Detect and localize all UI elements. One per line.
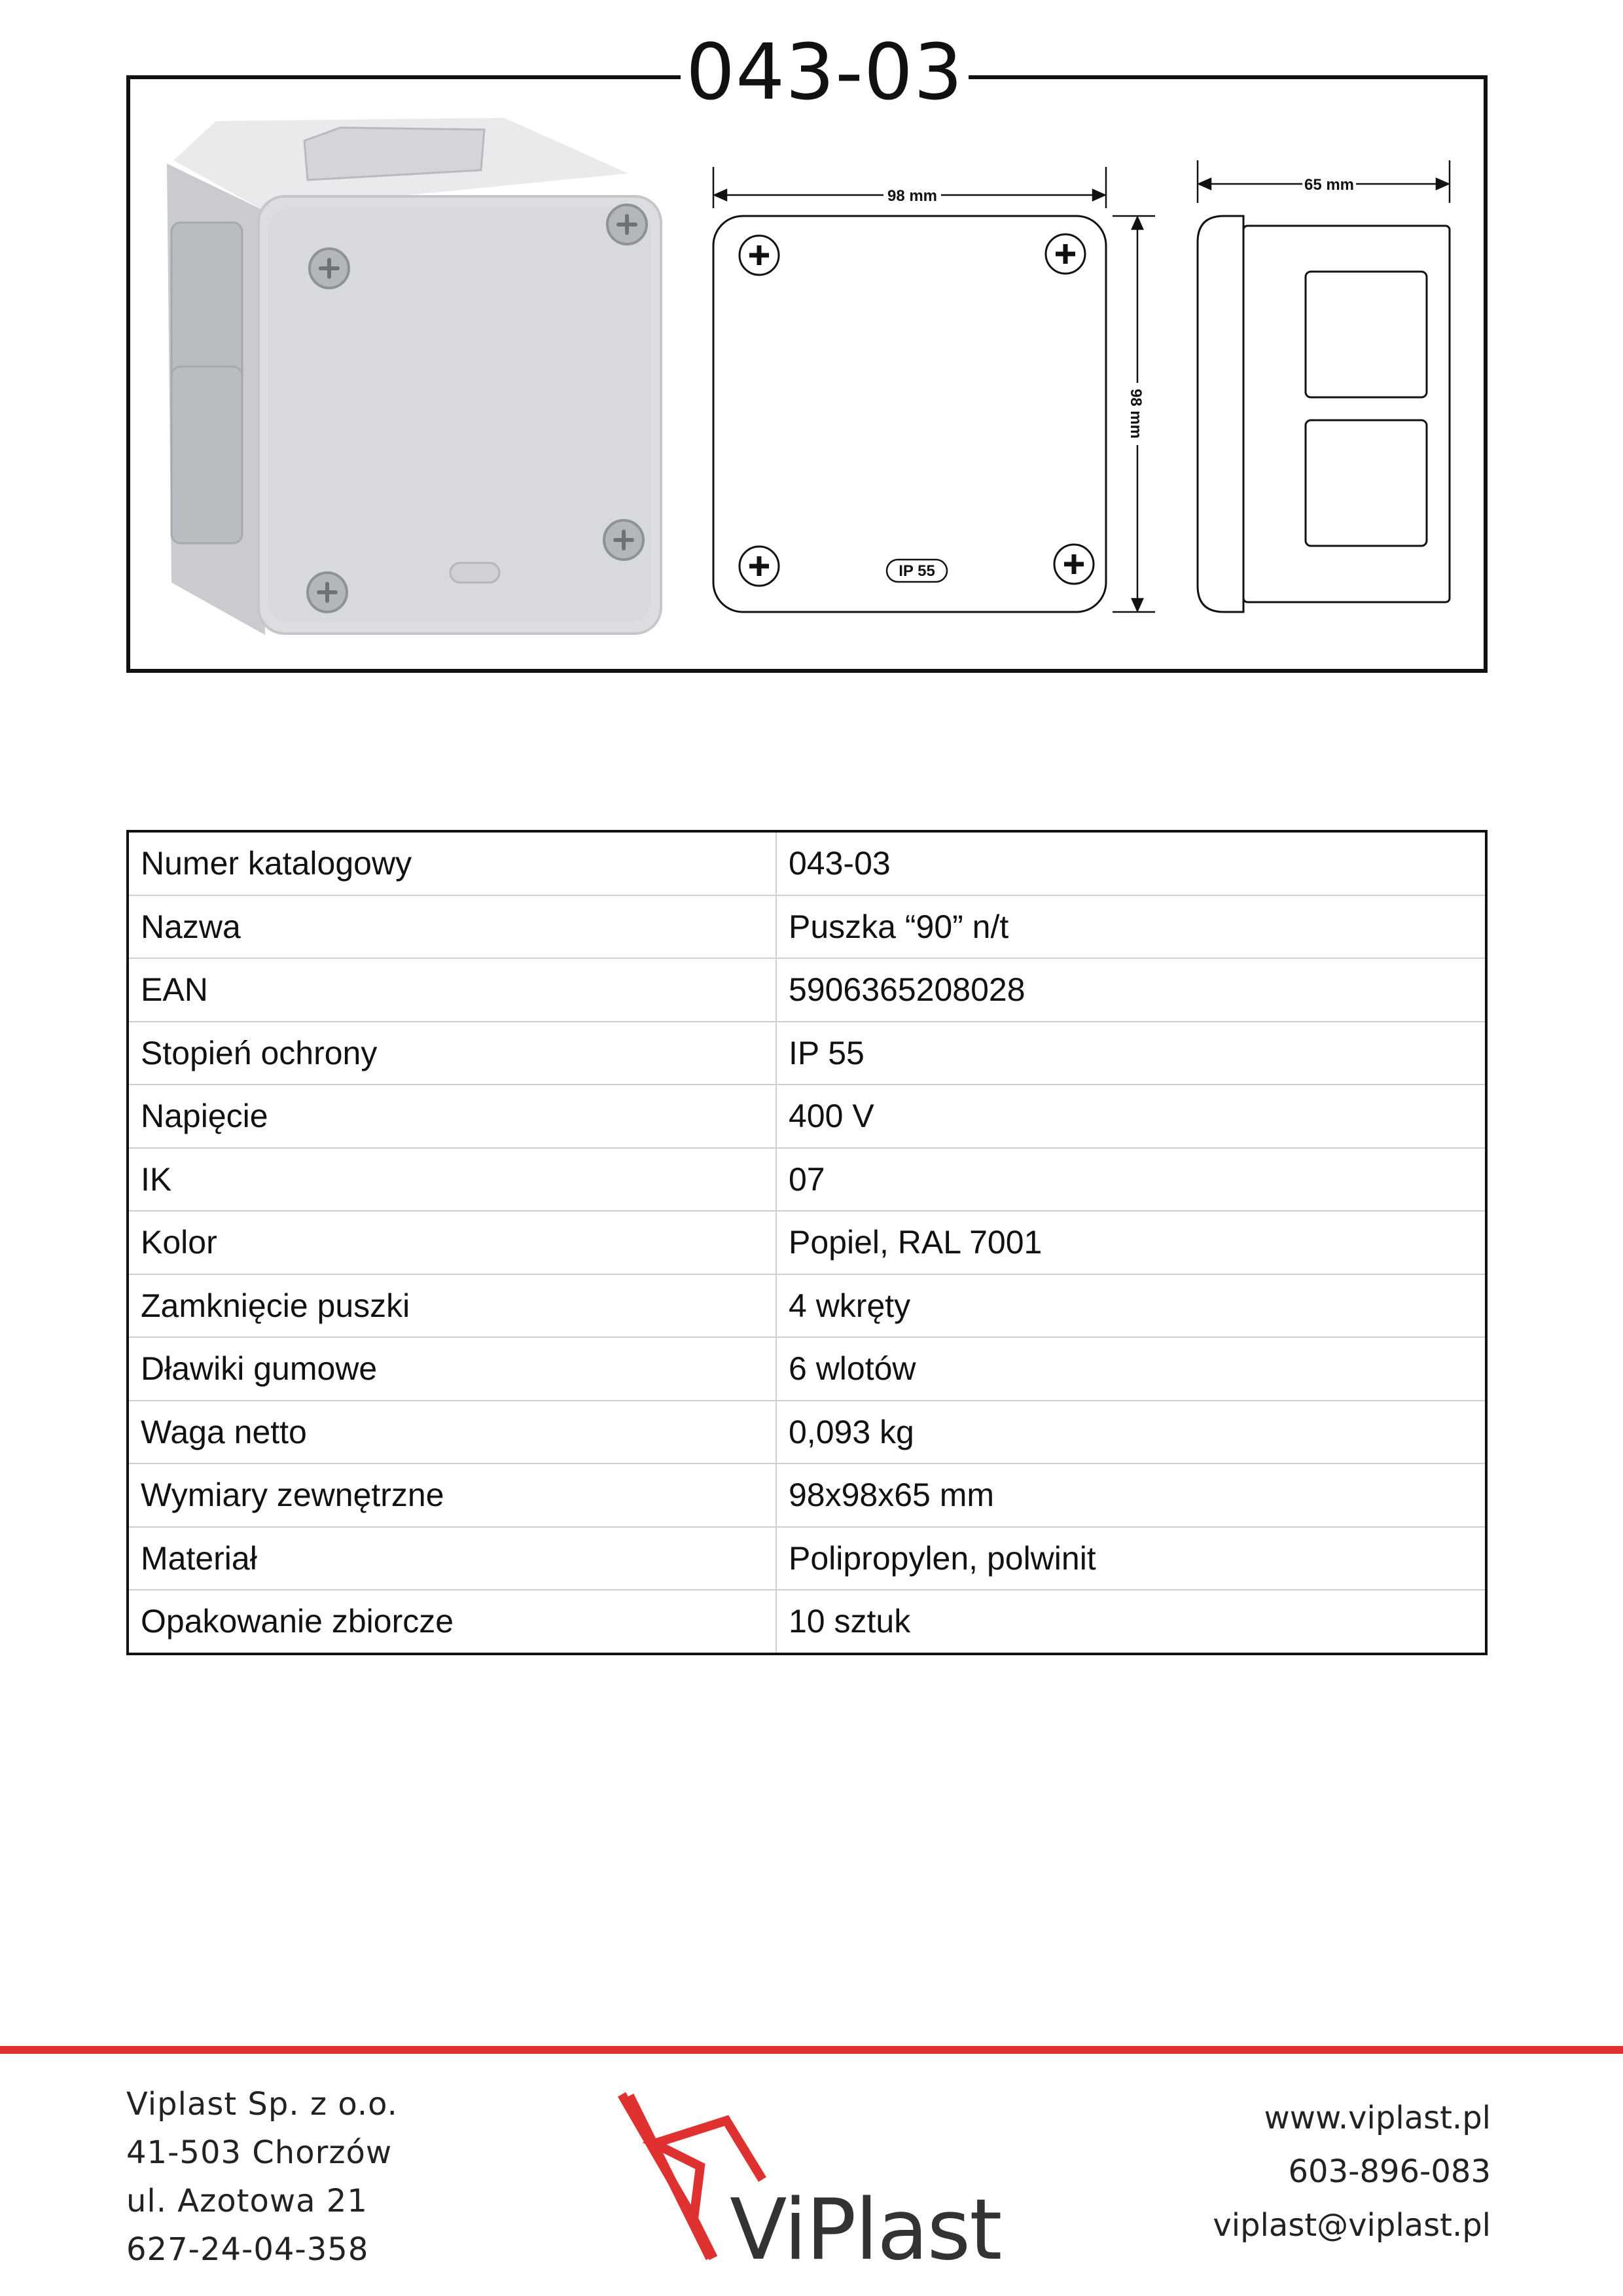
spec-value: 07	[789, 1160, 825, 1198]
table-row	[129, 1528, 1485, 1591]
spec-value: 0,093 kg	[789, 1413, 914, 1450]
page-title: 043-03	[681, 26, 969, 118]
height-label: 98 mm	[1127, 388, 1145, 439]
website-link[interactable]: www.viplast.pl	[1264, 2100, 1491, 2136]
spec-label: Wymiary zewnętrzne	[129, 1464, 777, 1526]
ip-badge: IP 55	[899, 562, 935, 580]
spec-value: 4 wkręty	[789, 1287, 911, 1324]
spec-label: Stopień ochrony	[129, 1022, 777, 1085]
table-row	[129, 1085, 1485, 1149]
table-row	[129, 1401, 1485, 1465]
side-view-drawing	[1198, 216, 1450, 612]
spec-value: 98x98x65 mm	[789, 1477, 995, 1513]
spec-value: Puszka “90” n/t	[789, 908, 1009, 945]
spec-table	[126, 830, 1488, 1655]
spec-label: Waga netto	[129, 1401, 777, 1463]
spec-value: 400 V	[789, 1098, 874, 1134]
width-label: 98 mm	[887, 187, 938, 205]
product-photo	[167, 118, 661, 635]
spec-label: Kolor	[129, 1211, 777, 1274]
table-row	[129, 1590, 1485, 1653]
spec-value: 6 wlotów	[789, 1350, 916, 1387]
table-row	[129, 959, 1485, 1022]
spec-value: Polipropylen, polwinit	[789, 1539, 1096, 1577]
company-street: ul. Azotowa 21	[126, 2183, 368, 2219]
spec-value: 5906365208028	[789, 971, 1026, 1008]
table-row	[129, 1275, 1485, 1338]
table-row	[129, 833, 1485, 896]
spec-label: Zamknięcie puszki	[129, 1275, 777, 1337]
spec-value: 043-03	[789, 845, 891, 882]
spec-label: Nazwa	[129, 896, 777, 958]
spec-label: EAN	[129, 959, 777, 1021]
table-row	[129, 896, 1485, 960]
company-city: 41-503 Chorzów	[126, 2134, 393, 2171]
spec-value: IP 55	[789, 1034, 865, 1071]
spec-label: Materiał	[129, 1528, 777, 1590]
table-row	[129, 1022, 1485, 1086]
footer-divider	[0, 2046, 1623, 2054]
email-link[interactable]: viplast@viplast.pl	[1213, 2207, 1491, 2244]
spec-label: Opakowanie zbiorcze	[129, 1590, 777, 1653]
spec-label: Dławiki gumowe	[129, 1338, 777, 1400]
spec-value: 10 sztuk	[789, 1603, 911, 1640]
company-address	[126, 2080, 398, 2274]
front-view-screws	[740, 234, 1094, 586]
phone-number: 603-896-083	[1288, 2153, 1491, 2190]
company-contact	[1213, 2091, 1491, 2252]
table-row	[129, 1149, 1485, 1212]
product-drawing	[0, 0, 1623, 694]
table-row	[129, 1211, 1485, 1275]
logo-wordmark: ViPlast	[730, 2181, 1001, 2279]
company-name: Viplast Sp. z o.o.	[126, 2086, 398, 2123]
spec-label: Napięcie	[129, 1085, 777, 1147]
company-nip: 627-24-04-358	[126, 2231, 369, 2268]
spec-value: Popiel, RAL 7001	[789, 1224, 1043, 1261]
table-row	[129, 1464, 1485, 1528]
spec-label: IK	[129, 1149, 777, 1211]
table-row	[129, 1338, 1485, 1401]
depth-label: 65 mm	[1304, 176, 1355, 194]
spec-label: Numer katalogowy	[129, 833, 777, 895]
